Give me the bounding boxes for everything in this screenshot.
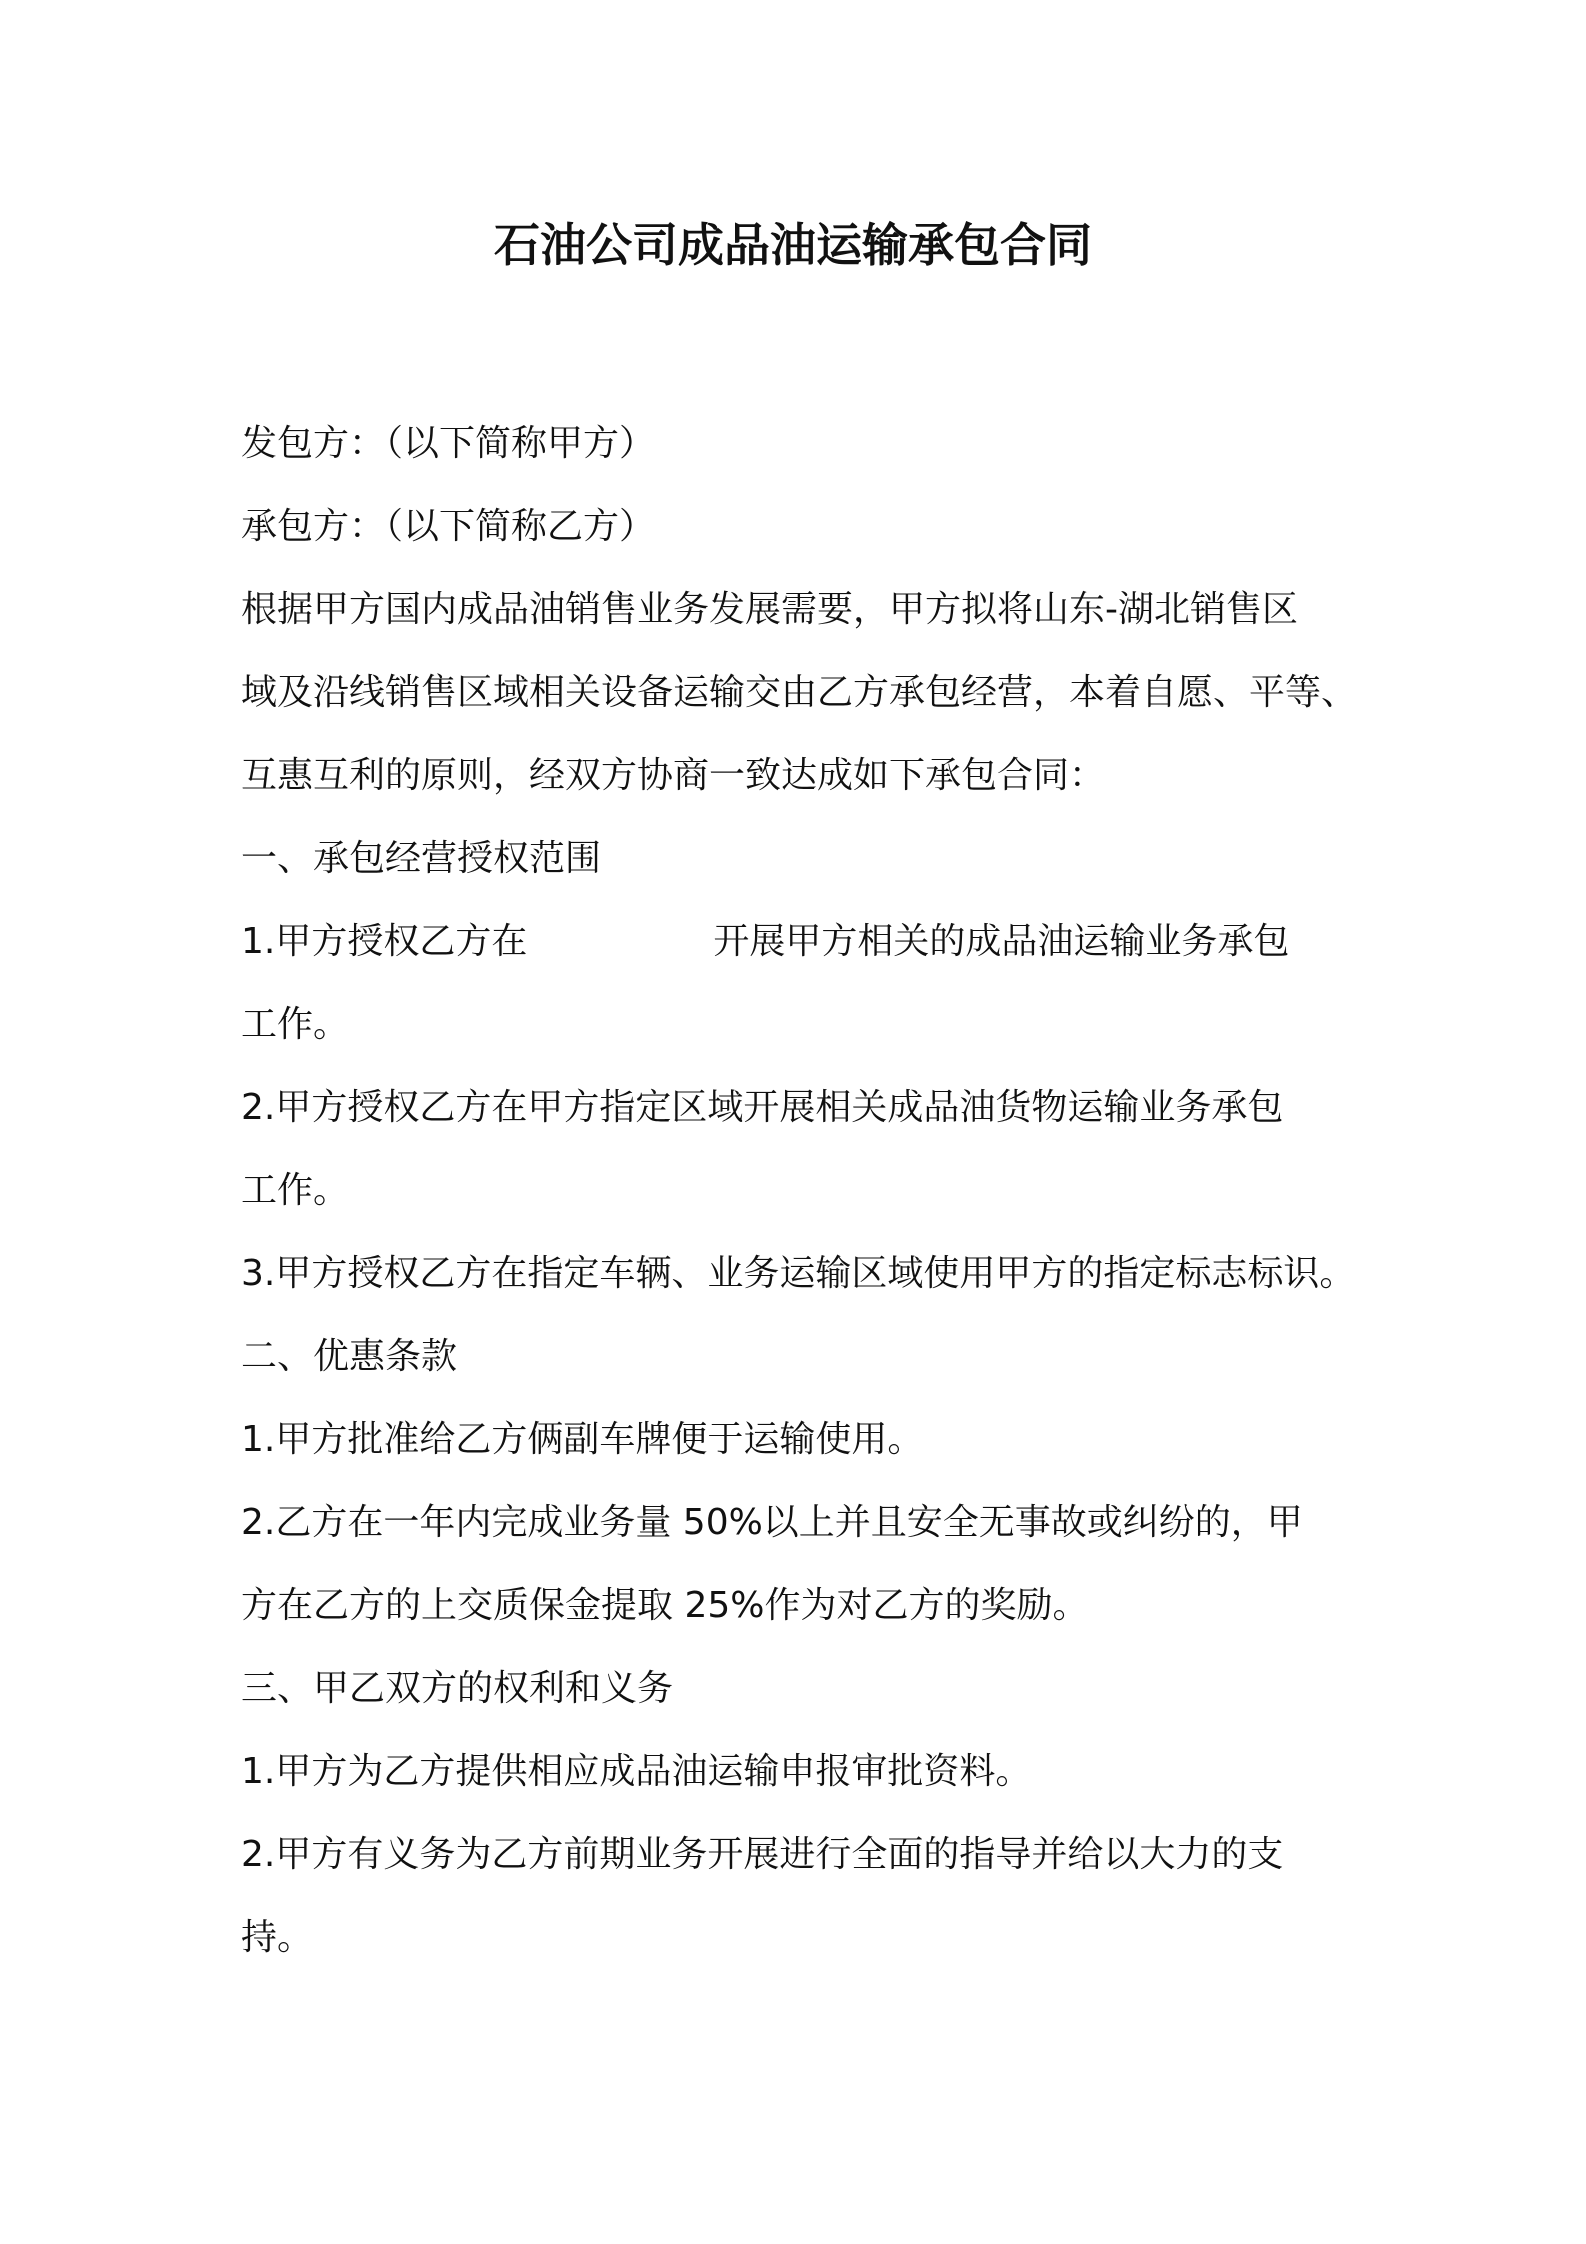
document-title: 石油公司成品油运输承包合同	[494, 218, 1092, 272]
preamble-line-3: 互惠互利的原则，经双方协商一致达成如下承包合同：	[241, 755, 1106, 796]
section-2-heading: 二、优惠条款	[241, 1336, 458, 1377]
clause-2-2-cont: 方在乙方的上交质保金提取 25%作为对乙方的奖励。	[241, 1585, 1089, 1626]
clause-2-2-line: 2.乙方在一年内完成业务量 50%以上并且安全无事故或纠纷的，甲	[241, 1502, 1303, 1543]
clause-1-2-line: 2.甲方授权乙方在甲方指定区域开展相关成品油货物运输业务承包	[241, 1087, 1284, 1128]
clause-1-1-line	[241, 900, 1381, 983]
clause-3-1-line: 1.甲方为乙方提供相应成品油运输申报审批资料。	[241, 1751, 1032, 1792]
clause-1-1-start: 1.甲方授权乙方在	[241, 921, 528, 962]
section-1-heading: 一、承包经营授权范围	[241, 838, 602, 879]
party-b-line: 承包方：（以下简称乙方）	[241, 506, 656, 547]
document-body	[241, 402, 1381, 1979]
clause-1-1-end: 开展甲方相关的成品油运输业务承包	[713, 921, 1290, 962]
clause-3-2-cont: 持。	[241, 1917, 314, 1958]
clause-1-2-cont: 工作。	[241, 1170, 350, 1211]
section-3-heading: 三、甲乙双方的权利和义务	[241, 1668, 674, 1709]
clause-3-2-line: 2.甲方有义务为乙方前期业务开展进行全面的指导并给以大力的支	[241, 1834, 1284, 1875]
preamble-line-2: 域及沿线销售区域相关设备运输交由乙方承包经营，本着自愿、平等、	[241, 672, 1358, 713]
party-a-line: 发包方：（以下简称甲方）	[241, 423, 656, 464]
clause-1-3-line: 3.甲方授权乙方在指定车辆、业务运输区域使用甲方的指定标志标识。	[241, 1253, 1356, 1294]
clause-2-1-line: 1.甲方批准给乙方俩副车牌便于运输使用。	[241, 1419, 924, 1460]
clause-1-1-cont: 工作。	[241, 1004, 350, 1045]
preamble-line-1: 根据甲方国内成品油销售业务发展需要，甲方拟将山东-湖北销售区	[241, 589, 1298, 630]
